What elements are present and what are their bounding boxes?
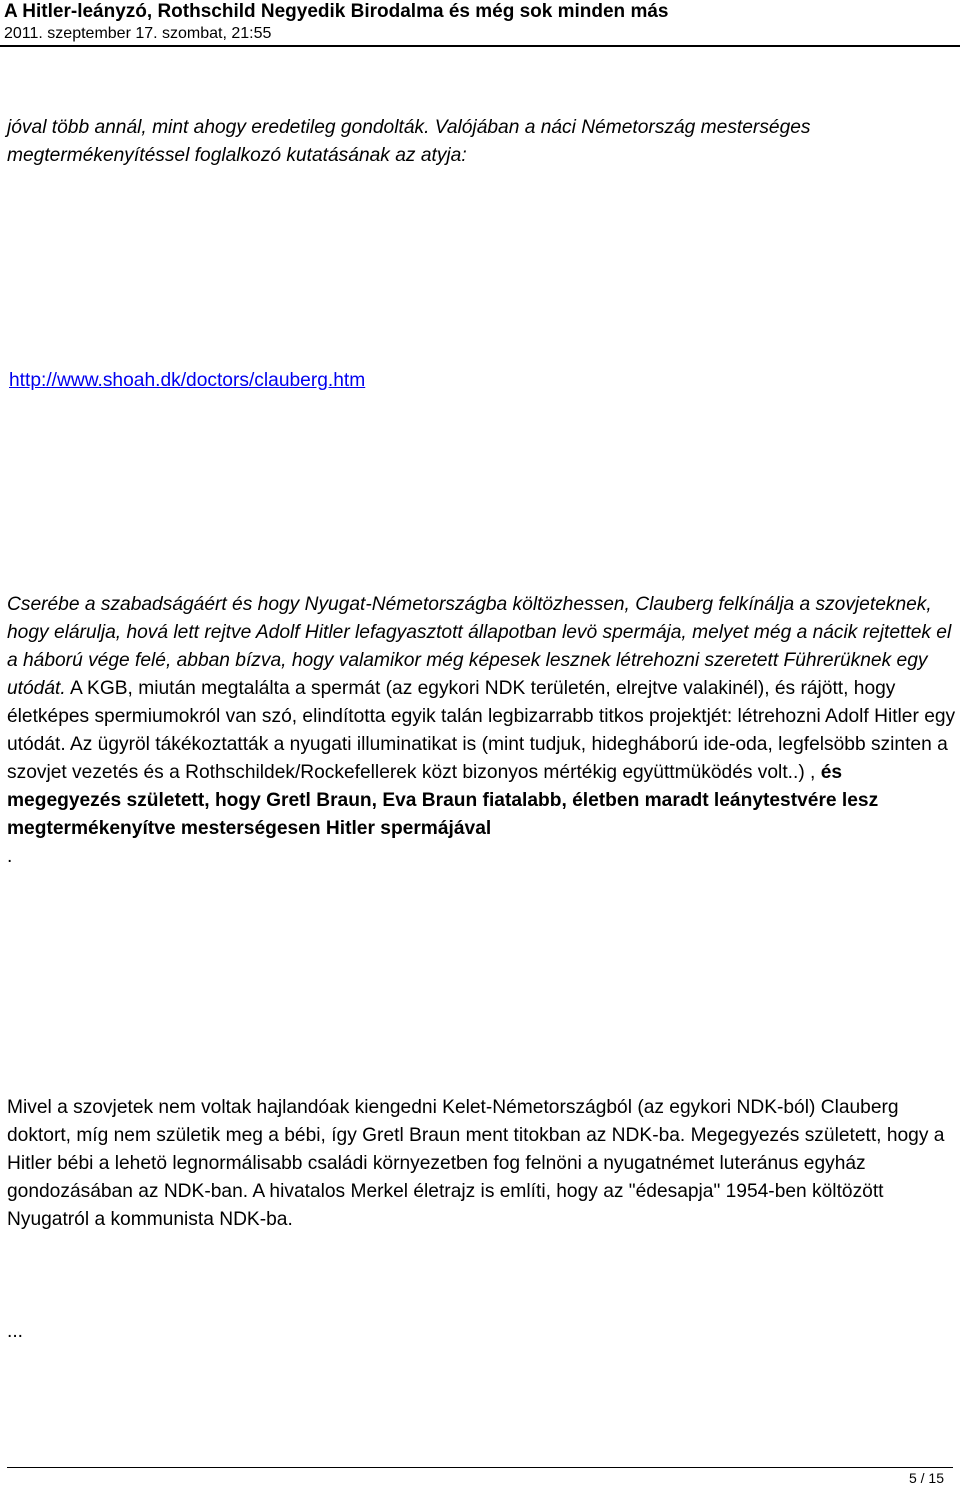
clauberg-link[interactable]: http://www.shoah.dk/doctors/clauberg.htm bbox=[9, 370, 366, 391]
main-paragraph-tail: . bbox=[7, 846, 13, 867]
ellipsis-line: ... bbox=[7, 1321, 23, 1342]
footer-divider bbox=[7, 1467, 953, 1468]
page-number: 5 / 15 bbox=[908, 1470, 944, 1486]
intro-paragraph: jóval több annál, mint ahogy eredetileg gondolták. Valójában a náci Németország mesterséges megtermékenyítéssel foglalkozó kutatásának az atyja: bbox=[7, 117, 811, 166]
main-paragraph-italic-part: Cserébe a szabadságáért és hogy Nyugat-Németországba költözhessen, Clauberg felkínálja a szovjeteknek, hogy elárulja, hová lett rejtve Adolf Hitler lefagyasztott állapotban levö spermája, melyet még a nácik rejtettek el a háború vége felé, abban bízva, hogy valamikor még képesek lesznek létrehozni szeretett Führerüknek egy utódát. bbox=[7, 594, 952, 699]
main-paragraph-regular-part: A KGB, miután megtalálta a spermát (az egykori NDK területén, elrejtve valakinél), és rájött, hogy életképes spermiumokról van szó, elindította egyik talán legbizarrabb titkos projektjét: létrehozni Adolf Hitler egy utódát. Az ügyröl tákékoztatták a nyugati illuminatikat is (mint tudjuk, hidegháború ide-oda, legfelsöbb szinten a szovjet vezetés és a Rothschildek/Rockefellerek közt bizonyos mértékig együttmüködés volt..) , bbox=[7, 678, 956, 783]
document-title: A Hitler-leányzó, Rothschild Negyedik Birodalma és még sok minden más bbox=[4, 1, 669, 22]
document-date: 2011. szeptember 17. szombat, 21:55 bbox=[4, 25, 272, 42]
main-paragraph bbox=[7, 591, 957, 871]
header-divider bbox=[0, 45, 960, 47]
document-header bbox=[0, 0, 960, 48]
main-paragraph-bold-part: és megegyezés született, hogy Gretl Braun, Eva Braun fiatalabb, életben maradt leánytestvére lesz megtermékenyítve mesterségesen Hitler spermájával bbox=[7, 762, 879, 839]
source-link-line bbox=[9, 367, 959, 395]
second-paragraph: Mivel a szovjetek nem voltak hajlandóak kiengedni Kelet-Németországból (az egykori NDK-ból) Clauberg doktort, míg nem születik meg a bébi, így Gretl Braun ment titokban az NDK-ba. Megegyezés született, hogy a Hitler bébi a lehetö legnormálisabb családi környezetben fog felnöni a nyugatnémet luteránus egyház gondozásában az NDK-ban. A hivatalos Merkel életrajz is említi, hogy az "édesapja" 1954-ben költözött Nyugatról a kommunista NDK-ba. bbox=[7, 1097, 945, 1230]
